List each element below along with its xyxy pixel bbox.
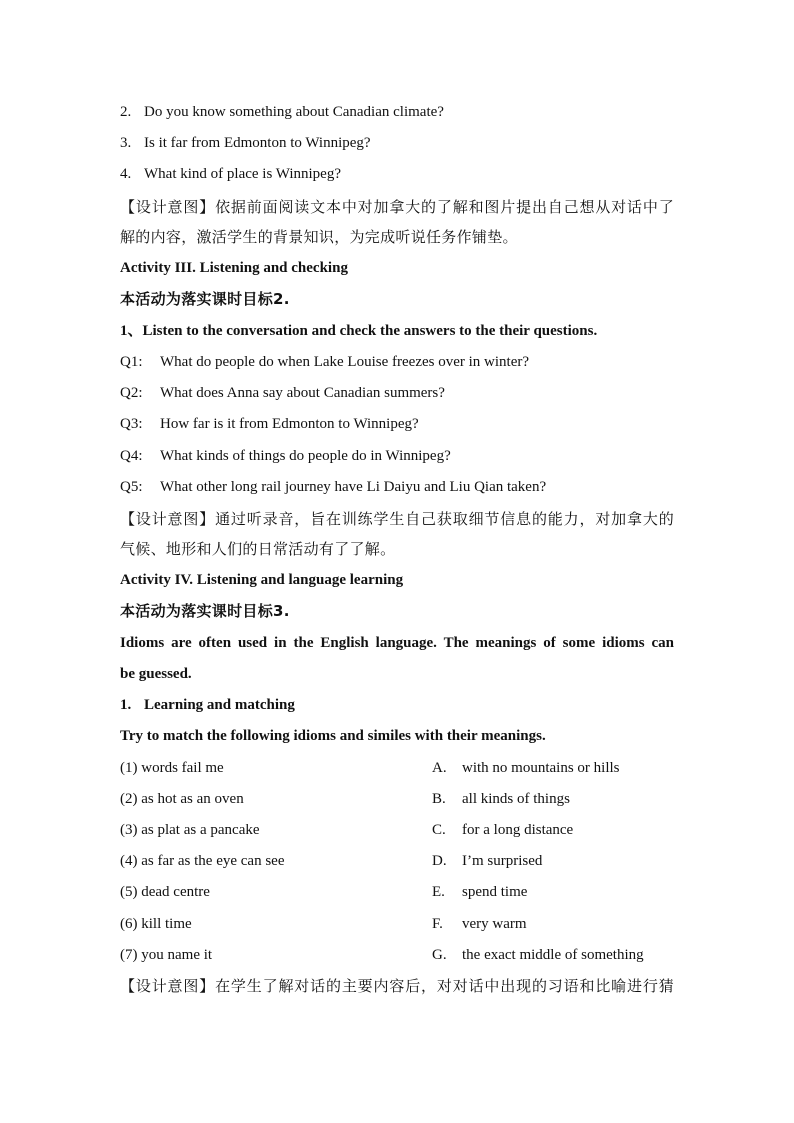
meaning-letter: G. [432, 947, 447, 963]
meaning-text: I’m surprised [462, 853, 543, 869]
question-item [120, 102, 444, 122]
meaning-item [432, 758, 620, 778]
question-text: How far is it from Edmonton to Winnipeg? [160, 416, 419, 432]
question-label: Q1: [120, 354, 143, 370]
meaning-text: for a long distance [462, 822, 574, 838]
meaning-letter: D. [432, 853, 447, 869]
idiom-item: (3) as plat as a pancake [120, 822, 260, 838]
idiom-item: (5) dead centre [120, 884, 210, 900]
design-intent-line: 【设计意图】通过听录音，旨在训练学生自己获取细节信息的能力，对加拿大的 [120, 510, 674, 528]
question-item [120, 133, 371, 153]
meaning-item [432, 789, 570, 809]
meaning-item [432, 882, 527, 902]
sub-heading-number: 1. [120, 697, 132, 713]
meaning-text: spend time [462, 884, 528, 900]
question-label: Q2: [120, 385, 143, 401]
activity-heading: Activity III. Listening and checking [120, 260, 348, 276]
question-label: Q3: [120, 416, 143, 432]
meaning-text: the exact middle of something [462, 947, 644, 963]
listening-question [120, 446, 451, 466]
meaning-letter: C. [432, 822, 446, 838]
question-label: Q4: [120, 448, 143, 464]
activity-goal [120, 601, 290, 622]
listening-question [120, 383, 445, 403]
activity-intro-line: Idioms are often used in the English language. The meanings of some idioms can [120, 635, 674, 651]
question-text: What do people do when Lake Louise freezes over in winter? [160, 354, 530, 370]
listening-question [120, 352, 529, 372]
sub-heading-text: Learning and matching [144, 697, 295, 713]
design-intent-line: 【设计意图】在学生了解对话的主要内容后，对对话中出现的习语和比喻进行猜 [120, 977, 674, 995]
question-item [120, 164, 341, 184]
activity-task: 1、Listen to the conversation and check the answers to the their questions. [120, 323, 598, 339]
question-number: 3. [120, 135, 132, 151]
activity-goal-text: 本活动为落实课时目标2. [120, 290, 290, 308]
meaning-text: with no mountains or hills [462, 760, 620, 776]
question-text: What other long rail journey have Li Daiyu and Liu Qian taken? [160, 479, 547, 495]
sub-heading [120, 695, 295, 715]
meaning-letter: B. [432, 791, 446, 807]
activity-heading: Activity IV. Listening and language learning [120, 572, 404, 588]
meaning-letter: A. [432, 760, 447, 776]
listening-question [120, 414, 419, 434]
meaning-item [432, 820, 573, 840]
design-intent-line: 气候、地形和人们的日常活动有了了解。 [120, 540, 396, 558]
question-text: What kind of place is Winnipeg? [144, 166, 341, 182]
question-number: 2. [120, 104, 132, 120]
idiom-item: (1) words fail me [120, 760, 224, 776]
question-text: Do you know something about Canadian climate? [144, 104, 444, 120]
design-intent-line: 解的内容，激活学生的背景知识，为完成听说任务作铺垫。 [120, 228, 518, 246]
instruction: Try to match the following idioms and similes with their meanings. [120, 728, 546, 744]
meaning-item [432, 914, 527, 934]
meaning-item [432, 945, 644, 965]
idiom-item: (4) as far as the eye can see [120, 853, 285, 869]
idiom-item: (6) kill time [120, 916, 192, 932]
question-text: What does Anna say about Canadian summers? [160, 385, 445, 401]
idiom-item: (2) as hot as an oven [120, 791, 244, 807]
listening-question [120, 477, 546, 497]
activity-goal-text: 本活动为落实课时目标3. [120, 602, 290, 620]
question-label: Q5: [120, 479, 143, 495]
design-intent-line: 【设计意图】依据前面阅读文本中对加拿大的了解和图片提出自己想从对话中了 [120, 198, 674, 216]
question-text: What kinds of things do people do in Winnipeg? [160, 448, 451, 464]
question-text: Is it far from Edmonton to Winnipeg? [144, 135, 371, 151]
meaning-letter: F. [432, 916, 443, 932]
meaning-text: very warm [462, 916, 527, 932]
meaning-text: all kinds of things [462, 791, 570, 807]
activity-intro-line: be guessed. [120, 666, 192, 682]
meaning-item [432, 851, 542, 871]
activity-goal [120, 289, 290, 310]
question-number: 4. [120, 166, 132, 182]
meaning-letter: E. [432, 884, 445, 900]
idiom-item: (7) you name it [120, 947, 213, 963]
